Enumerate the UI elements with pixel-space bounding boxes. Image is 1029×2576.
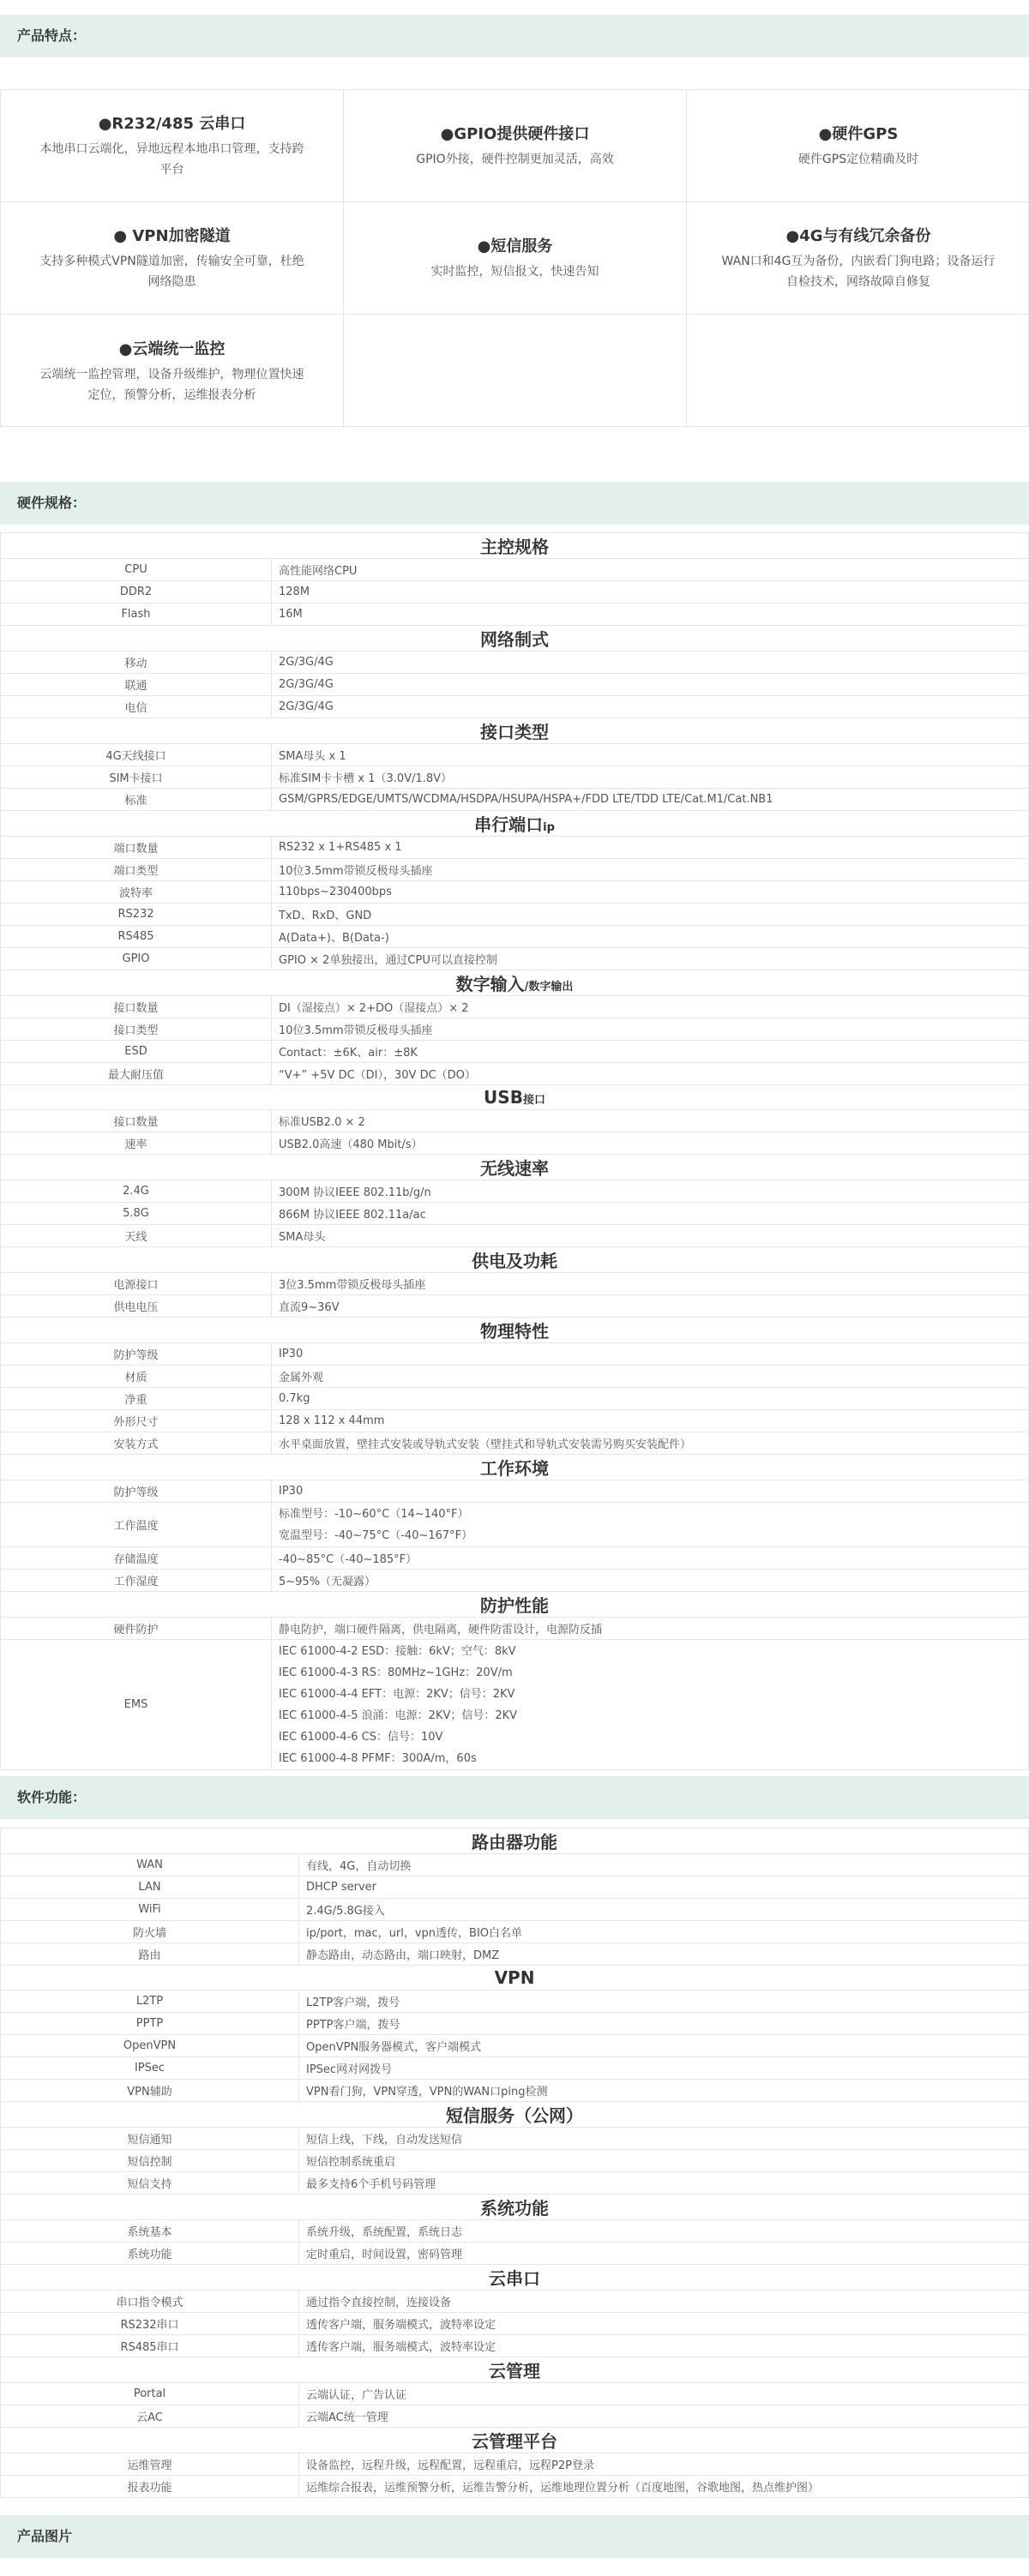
spec-value	[272, 1640, 1029, 1770]
feature-cell	[687, 202, 1029, 315]
spec-value: 标准SIM卡卡槽 x 1（3.0V/1.8V）	[272, 766, 1029, 789]
spec-row	[1, 744, 1029, 766]
spec-group-title	[1, 1247, 1029, 1273]
spec-row	[1, 1943, 1029, 1966]
spec-value: DHCP server	[299, 1876, 1029, 1899]
spec-value: VPN看门狗，VPN穿透，VPN的WAN口ping检测	[299, 2080, 1029, 2102]
spec-value: 110bps~230400bps	[272, 881, 1029, 904]
spec-key: 安装方式	[1, 1432, 272, 1455]
spec-key: ESD	[1, 1041, 272, 1063]
spec-key: 净重	[1, 1388, 272, 1410]
spec-group-title	[1, 1592, 1029, 1618]
spec-value: Contact：±6K、air：±8K	[272, 1041, 1029, 1063]
spec-row	[1, 881, 1029, 904]
feature-title: ●GPIO提供硬件接口	[440, 125, 590, 143]
group-label: 接口类型	[480, 722, 549, 742]
spec-key: 云AC	[1, 2405, 299, 2428]
spec-row	[1, 1041, 1029, 1063]
spec-group-title	[1, 2195, 1029, 2220]
features-panel	[0, 89, 1029, 427]
spec-value: OpenVPN服务器模式，客户端模式	[299, 2035, 1029, 2057]
spec-value-line: IEC 61000-4-2 ESD：接触：6kV；空气：8kV	[279, 1644, 516, 1658]
spec-group-row	[1, 2265, 1029, 2291]
spec-value-line: IEC 61000-4-5 浪涌：电源：2KV；信号：2KV	[279, 1708, 518, 1722]
feature-desc: GPIO外接，硬件控制更加灵活，高效	[416, 153, 614, 166]
spec-group-row	[1, 1455, 1029, 1480]
spec-key: 系统功能	[1, 2243, 299, 2265]
group-label: 防护性能	[480, 1595, 549, 1616]
group-label: 串行端口	[474, 814, 544, 835]
spec-group-title	[1, 1828, 1029, 1854]
spec-value: 10位3.5mm带锁反极母头插座	[272, 1018, 1029, 1041]
spec-value: 2G/3G/4G	[272, 696, 1029, 718]
spec-row	[1, 1570, 1029, 1592]
spec-value: DI（湿接点）× 2+DO（湿接点）× 2	[272, 996, 1029, 1018]
spec-key: 报表功能	[1, 2476, 299, 2498]
feature-desc: 支持多种模式VPN隧道加密，传输安全可靠，杜绝网络隐患	[39, 255, 304, 289]
group-label: 云管理	[489, 2361, 540, 2381]
spec-key: WiFi	[1, 1899, 299, 1921]
spec-group-title	[1, 626, 1029, 652]
spec-row	[1, 1225, 1029, 1247]
spec-row	[1, 2453, 1029, 2476]
spec-key: SIM卡接口	[1, 766, 272, 789]
spec-key: 接口数量	[1, 1110, 272, 1132]
spec-value-line: IEC 61000-4-6 CS：信号：10V	[279, 1730, 443, 1744]
feature-title: ●4G与有线冗余备份	[785, 227, 931, 245]
spec-key: GPIO	[1, 948, 272, 970]
feature-cell	[1, 202, 344, 315]
spec-row	[1, 837, 1029, 859]
spec-group-title	[1, 2357, 1029, 2383]
spec-row	[1, 1410, 1029, 1432]
spec-row	[1, 789, 1029, 811]
spec-key: 硬件防护	[1, 1618, 272, 1640]
spec-row	[1, 1991, 1029, 2013]
spec-group-title	[1, 2428, 1029, 2453]
spec-row	[1, 2128, 1029, 2150]
spec-group-row	[1, 1966, 1029, 1991]
spec-row	[1, 1295, 1029, 1318]
spec-group-row	[1, 1318, 1029, 1343]
group-label: 主控规格	[480, 537, 549, 557]
spec-row	[1, 2335, 1029, 2357]
spec-row	[1, 1110, 1029, 1132]
spec-key: L2TP	[1, 1991, 299, 2013]
spec-key: 材质	[1, 1366, 272, 1388]
spec-key: 电信	[1, 696, 272, 718]
spec-value: 静态路由，动态路由，端口映射，DMZ	[299, 1943, 1029, 1966]
spec-key: 4G天线接口	[1, 744, 272, 766]
spec-row	[1, 1899, 1029, 1921]
spec-key: 工作湿度	[1, 1570, 272, 1592]
spec-row	[1, 2150, 1029, 2172]
spec-row	[1, 1432, 1029, 1455]
spec-row	[1, 2313, 1029, 2335]
spec-row	[1, 603, 1029, 626]
spec-group-row	[1, 970, 1029, 996]
spec-value: 水平桌面放置，壁挂式安装或导轨式安装（壁挂式和导轨式安装需另购买安装配件）	[272, 1432, 1029, 1455]
spec-group-row	[1, 2357, 1029, 2383]
spec-key: VPN辅助	[1, 2080, 299, 2102]
spec-row	[1, 696, 1029, 718]
spec-row	[1, 766, 1029, 789]
feature-desc: WAN口和4G互为备份，内嵌看门狗电路；设备运行自检技术，网络故障自修复	[721, 255, 996, 289]
spec-row	[1, 2220, 1029, 2243]
spec-key: 短信支持	[1, 2172, 299, 2195]
spec-row	[1, 1366, 1029, 1388]
spec-row	[1, 2013, 1029, 2035]
group-label: 供电及功耗	[472, 1251, 557, 1271]
spec-row	[1, 1854, 1029, 1876]
spec-row	[1, 581, 1029, 603]
group-label: 云管理平台	[472, 2431, 557, 2452]
feature-title: ●短信服务	[477, 237, 553, 255]
feature-cell	[344, 90, 687, 202]
spec-key: DDR2	[1, 581, 272, 603]
group-label: 云串口	[489, 2268, 540, 2289]
spec-value: IP30	[272, 1480, 1029, 1503]
spec-value: IPSec网对网拨号	[299, 2057, 1029, 2080]
spec-key: 最大耐压值	[1, 1063, 272, 1085]
spec-key: 波特率	[1, 881, 272, 904]
group-label-suffix: 接口	[522, 1094, 545, 1107]
group-label: 系统功能	[480, 2198, 549, 2219]
spec-value: SMA母头	[272, 1225, 1029, 1247]
spec-row	[1, 904, 1029, 926]
spec-group-row	[1, 1155, 1029, 1180]
hardware-spec-table	[0, 532, 1029, 1770]
feature-desc: 云端统一监控管理，设备升级维护，物理位置快速定位，预警分析，运维报表分析	[39, 368, 304, 402]
spec-group-title	[1, 1455, 1029, 1480]
spec-value: 金属外观	[272, 1366, 1029, 1388]
spec-group-title	[1, 970, 1029, 996]
spec-row	[1, 2476, 1029, 2498]
spec-value: 短信上线，下线，自动发送短信	[299, 2128, 1029, 2150]
spec-key: 外形尺寸	[1, 1410, 272, 1432]
spec-key: 接口类型	[1, 1018, 272, 1041]
spec-group-row	[1, 533, 1029, 559]
spec-row	[1, 1640, 1029, 1770]
spec-key: 2.4G	[1, 1180, 272, 1203]
group-label: 物理特性	[480, 1321, 549, 1342]
spec-key: 供电电压	[1, 1295, 272, 1318]
spec-row	[1, 559, 1029, 581]
spec-key: RS485串口	[1, 2335, 299, 2357]
spec-row	[1, 1132, 1029, 1155]
spec-key: 5.8G	[1, 1203, 272, 1225]
spec-group-title	[1, 1318, 1029, 1343]
spec-value: 300M 协议IEEE 802.11b/g/n	[272, 1180, 1029, 1203]
spec-key: LAN	[1, 1876, 299, 1899]
pictures-header: 产品图片	[0, 2515, 1029, 2558]
feature-cell	[687, 90, 1029, 202]
spec-group-row	[1, 1828, 1029, 1854]
features-header: 产品特点：	[0, 15, 1029, 57]
spec-group-title	[1, 718, 1029, 744]
spec-value-line: IEC 61000-4-4 EFT：电源：2KV；信号：2KV	[279, 1687, 515, 1701]
spec-value: IP30	[272, 1343, 1029, 1366]
group-label: 短信服务（公网）	[446, 2105, 583, 2126]
spec-value: 有线，4G，自动切换	[299, 1854, 1029, 1876]
spec-row	[1, 2035, 1029, 2057]
spec-row	[1, 1618, 1029, 1640]
spec-row	[1, 1343, 1029, 1366]
spec-value: 短信控制系统重启	[299, 2150, 1029, 2172]
feature-title: ●R232/485 云串口	[98, 115, 246, 133]
spec-row	[1, 1547, 1029, 1570]
spec-key: 移动	[1, 652, 272, 674]
spec-value: A(Data+)、B(Data-)	[272, 926, 1029, 948]
spec-value: PPTP客户端，拨号	[299, 2013, 1029, 2035]
software-spec-table	[0, 1828, 1029, 2498]
spec-group-title	[1, 1155, 1029, 1180]
spec-key: 工作温度	[1, 1503, 272, 1547]
group-label: 工作环境	[480, 1458, 549, 1479]
spec-value: 静电防护，端口硬件隔离，供电隔离，硬件防雷设计，电源防反插	[272, 1618, 1029, 1640]
spec-key: EMS	[1, 1640, 272, 1770]
spec-key: 接口数量	[1, 996, 272, 1018]
spec-key: 电源接口	[1, 1273, 272, 1295]
feature-desc: 实时监控，短信报文，快速告知	[430, 265, 599, 279]
feature-desc: 硬件GPS定位精确及时	[797, 153, 919, 166]
spec-key: Flash	[1, 603, 272, 626]
spec-value: 标准USB2.0 × 2	[272, 1110, 1029, 1132]
spec-value: 直流9~36V	[272, 1295, 1029, 1318]
spec-row	[1, 1063, 1029, 1085]
spec-value: 866M 协议IEEE 802.11a/ac	[272, 1203, 1029, 1225]
group-label-suffix: ip	[543, 821, 555, 834]
group-label-suffix: /数字输出	[524, 981, 574, 994]
spec-group-row	[1, 2195, 1029, 2220]
spec-value: SMA母头 x 1	[272, 744, 1029, 766]
spec-row	[1, 1480, 1029, 1503]
spec-row	[1, 2291, 1029, 2313]
group-label: VPN	[494, 1967, 535, 1988]
group-label: 路由器功能	[472, 1832, 557, 1852]
spec-row	[1, 2243, 1029, 2265]
spec-value: RS232 x 1+RS485 x 1	[272, 837, 1029, 859]
spec-key: 速率	[1, 1132, 272, 1155]
spec-key: CPU	[1, 559, 272, 581]
spec-key: IPSec	[1, 2057, 299, 2080]
spec-group-row	[1, 2428, 1029, 2453]
feature-cell	[344, 315, 687, 428]
spec-row	[1, 948, 1029, 970]
spec-value: 云端AC统一管理	[299, 2405, 1029, 2428]
spec-key: WAN	[1, 1854, 299, 1876]
feature-title: ●硬件GPS	[818, 125, 899, 143]
spec-value: 3位3.5mm带锁反极母头插座	[272, 1273, 1029, 1295]
spec-key: 防火墙	[1, 1921, 299, 1943]
feature-desc: 本地串口云端化，异地远程本地串口管理，支持跨平台	[39, 142, 304, 177]
spec-group-row	[1, 811, 1029, 837]
spec-key: 短信通知	[1, 2128, 299, 2150]
feature-cell	[1, 315, 344, 428]
spec-key: 防护等级	[1, 1343, 272, 1366]
spec-value: 云端认证，广告认证	[299, 2383, 1029, 2405]
spec-row	[1, 1921, 1029, 1943]
spec-value: 透传客户端，服务端模式，波特率设定	[299, 2335, 1029, 2357]
spec-row	[1, 652, 1029, 674]
group-label: 无线速率	[480, 1158, 549, 1179]
spec-group-title	[1, 1085, 1029, 1110]
group-label: USB	[484, 1087, 523, 1108]
spec-row	[1, 1018, 1029, 1041]
spec-row	[1, 859, 1029, 881]
spec-row	[1, 2172, 1029, 2195]
feature-cell	[687, 315, 1029, 428]
spec-value: “V+” +5V DC（DI），30V DC（DO）	[272, 1063, 1029, 1085]
feature-cell	[1, 90, 344, 202]
spec-value: GSM/GPRS/EDGE/UMTS/WCDMA/HSDPA/HSUPA/HSPA+/FDD LTE/TDD LTE/Cat.M1/Cat.NB1	[272, 789, 1029, 811]
spec-value: -40~85°C（-40~185°F）	[272, 1547, 1029, 1570]
spec-value: 10位3.5mm带锁反极母头插座	[272, 859, 1029, 881]
spec-key: RS232串口	[1, 2313, 299, 2335]
spec-key: 联通	[1, 674, 272, 696]
spec-key: Portal	[1, 2383, 299, 2405]
spec-value: 定时重启，时间设置，密码管理	[299, 2243, 1029, 2265]
spec-row	[1, 1876, 1029, 1899]
spec-value: 系统升级，系统配置，系统日志	[299, 2220, 1029, 2243]
spec-value: TxD、RxD、GND	[272, 904, 1029, 926]
spec-value-line: IEC 61000-4-3 RS：80MHz~1GHz：20V/m	[279, 1666, 513, 1679]
spec-value: 最多支持6个手机号码管理	[299, 2172, 1029, 2195]
spec-value: 5~95%（无凝露）	[272, 1570, 1029, 1592]
spec-value: 0.7kg	[272, 1388, 1029, 1410]
spec-row	[1, 1273, 1029, 1295]
group-label: 网络制式	[480, 629, 549, 650]
spec-key: RS485	[1, 926, 272, 948]
spec-key: 防护等级	[1, 1480, 272, 1503]
spec-row	[1, 2057, 1029, 2080]
spec-row	[1, 1503, 1029, 1547]
spec-group-row	[1, 1085, 1029, 1110]
spec-row	[1, 1203, 1029, 1225]
spec-value-line: 标准型号：-10~60°C（14~140°F）	[279, 1507, 469, 1521]
spec-value: 通过指令直接控制，连接设备	[299, 2291, 1029, 2313]
spec-group-row	[1, 626, 1029, 652]
spec-group-title	[1, 2265, 1029, 2291]
spec-group-row	[1, 1247, 1029, 1273]
spec-row	[1, 2405, 1029, 2428]
spec-value: 2.4G/5.8G接入	[299, 1899, 1029, 1921]
spec-value: 16M	[272, 603, 1029, 626]
spec-key: 串口指令模式	[1, 2291, 299, 2313]
spec-group-title	[1, 2102, 1029, 2128]
spec-value: 128 x 112 x 44mm	[272, 1410, 1029, 1432]
spec-row	[1, 926, 1029, 948]
spec-value: L2TP客户端，拨号	[299, 1991, 1029, 2013]
spec-value: 运维综合报表，运维预警分析，运维告警分析，运维地理位置分析（百度地图，谷歌地图，热点维护图）	[299, 2476, 1029, 2498]
spec-value	[272, 1503, 1029, 1547]
spec-value: USB2.0高速（480 Mbit/s）	[272, 1132, 1029, 1155]
hardware-header: 硬件规格：	[0, 482, 1029, 525]
spec-row	[1, 2080, 1029, 2102]
spec-key: 存储温度	[1, 1547, 272, 1570]
spec-row	[1, 2383, 1029, 2405]
spec-value-line: 宽温型号：-40~75°C（-40~167°F）	[279, 1528, 473, 1542]
spec-row	[1, 1388, 1029, 1410]
spec-group-title	[1, 811, 1029, 837]
spec-row	[1, 1180, 1029, 1203]
spec-row	[1, 996, 1029, 1018]
spec-group-row	[1, 1592, 1029, 1618]
features-grid	[1, 90, 1028, 426]
group-label: 数字输入	[455, 974, 525, 994]
spec-key: 标准	[1, 789, 272, 811]
software-header: 软件功能：	[0, 1776, 1029, 1819]
spec-key: 路由	[1, 1943, 299, 1966]
spec-group-row	[1, 718, 1029, 744]
spec-row	[1, 674, 1029, 696]
spec-group-title	[1, 1966, 1029, 1991]
spec-group-title	[1, 533, 1029, 559]
spec-key: 端口数量	[1, 837, 272, 859]
spec-value: 高性能网络CPU	[272, 559, 1029, 581]
feature-title: ●云端统一监控	[118, 340, 226, 358]
spec-key: RS232	[1, 904, 272, 926]
feature-title: ● VPN加密隧道	[113, 227, 231, 245]
spec-value-line: IEC 61000-4-8 PFMF：300A/m，60s	[279, 1751, 477, 1765]
spec-key: 运维管理	[1, 2453, 299, 2476]
spec-key: 系统基本	[1, 2220, 299, 2243]
spec-key: 短信控制	[1, 2150, 299, 2172]
spec-key: OpenVPN	[1, 2035, 299, 2057]
spec-value: 2G/3G/4G	[272, 674, 1029, 696]
spec-value: 2G/3G/4G	[272, 652, 1029, 674]
spec-key: 天线	[1, 1225, 272, 1247]
spec-value: GPIO × 2单独接出，通过CPU可以直接控制	[272, 948, 1029, 970]
spec-value: ip/port，mac，url，vpn透传，BIO白名单	[299, 1921, 1029, 1943]
spec-group-row	[1, 2102, 1029, 2128]
spec-key: PPTP	[1, 2013, 299, 2035]
spec-value: 128M	[272, 581, 1029, 603]
spec-value: 透传客户端，服务端模式，波特率设定	[299, 2313, 1029, 2335]
feature-cell	[344, 202, 687, 315]
spec-value: 设备监控，远程升级，远程配置，远程重启，远程P2P登录	[299, 2453, 1029, 2476]
spec-key: 端口类型	[1, 859, 272, 881]
